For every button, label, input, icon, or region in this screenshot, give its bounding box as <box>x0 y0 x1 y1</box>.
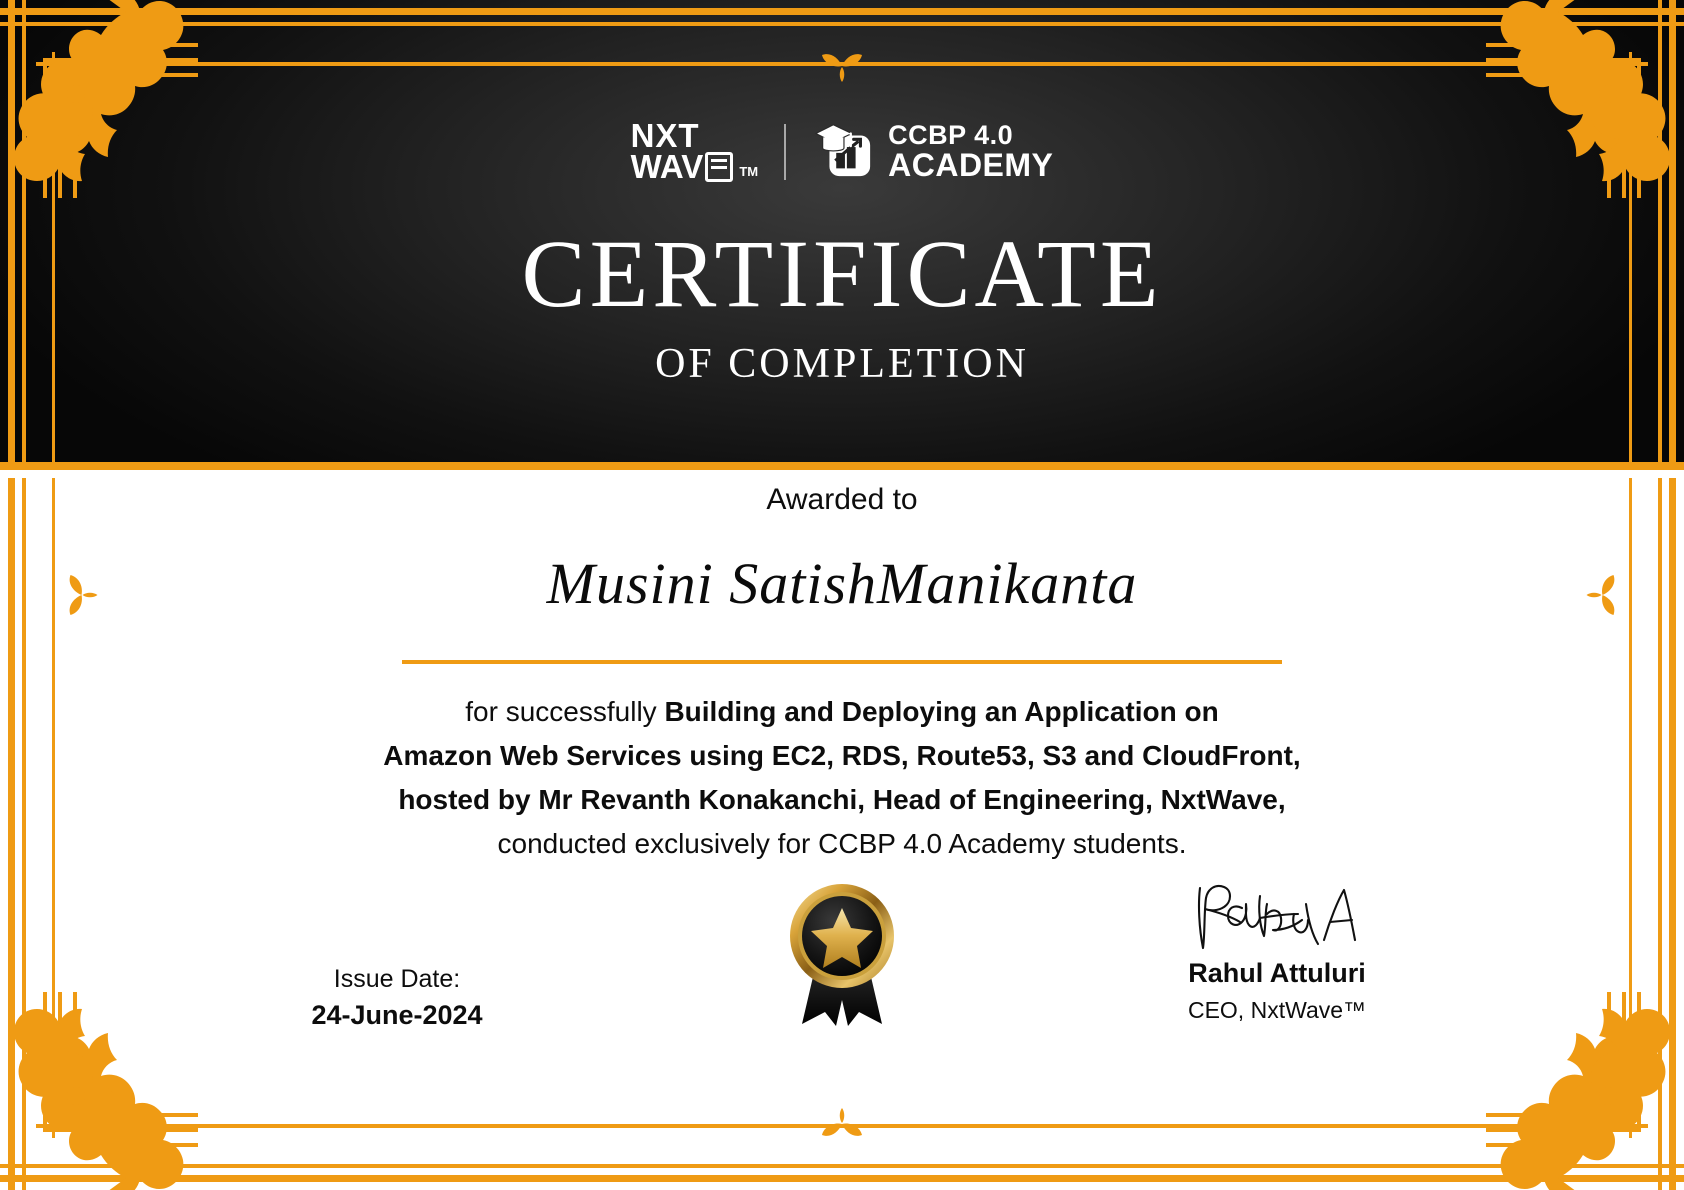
border-rule-bottom-outer <box>0 1175 1684 1182</box>
nxtwave-logo <box>630 117 759 185</box>
ccbp-logo-line1: CCBP 4.0 <box>888 120 1014 150</box>
achievement-line-3-bold: hosted by Mr Revanth Konakanchi, Head of Engineering, NxtWave, <box>398 784 1286 815</box>
achievement-line-1-bold: Building and Deploying an Application on <box>664 696 1219 727</box>
border-rule-bottom-inner <box>0 1164 1684 1168</box>
signatory-name: Rahul Attuluri <box>1188 958 1366 988</box>
recipient-name: Musini SatishManikanta <box>546 551 1138 616</box>
certificate-subtitle: OF COMPLETION <box>655 341 1029 387</box>
certificate-title: CERTIFICATE <box>521 220 1163 327</box>
logo-divider <box>784 124 786 180</box>
nxtwave-logo-line1: NXT <box>630 117 700 155</box>
issue-date-block <box>232 965 562 1031</box>
awarded-to-label: Awarded to <box>766 483 918 516</box>
signatory-role: CEO, NxtWave™ <box>1187 997 1367 1023</box>
recipient-name-underline <box>402 660 1282 664</box>
achievement-line-2 <box>0 734 1684 778</box>
flourish-top-center <box>812 46 872 87</box>
achievement-line-4: conducted exclusively for CCBP 4.0 Academy students. <box>497 828 1187 859</box>
signature-block <box>1092 880 1462 1024</box>
nxtwave-e-block-icon <box>705 152 733 182</box>
corner-ornament-bottom-right <box>1486 992 1684 1190</box>
corner-ornament-bottom-left <box>0 992 198 1190</box>
ccbp-logo-line2: ACADEMY <box>888 147 1054 183</box>
achievement-paragraph <box>0 690 1684 866</box>
border-rule-top-inner <box>0 22 1684 26</box>
ccbp-academy-logo <box>812 118 1053 185</box>
achievement-line-2-bold: Amazon Web Services using EC2, RDS, Route53, S3 and CloudFront, <box>383 740 1301 771</box>
signature-image <box>1092 880 1462 956</box>
issue-date-label: Issue Date: <box>333 965 461 993</box>
nxtwave-logo-wave-text: WAV <box>630 147 704 185</box>
nxtwave-trademark: TM <box>739 163 759 179</box>
award-medal-icon <box>776 878 908 1033</box>
issue-date-value: 24-June-2024 <box>311 1000 483 1030</box>
border-rule-top-outer <box>0 8 1684 15</box>
graduation-cap-chart-icon <box>812 118 874 185</box>
flourish-bottom-center <box>812 1103 872 1144</box>
achievement-line-3 <box>0 778 1684 822</box>
nxtwave-logo-line2 <box>630 147 734 185</box>
logo-row <box>0 118 1684 185</box>
achievement-line-1-prefix: for successfully <box>465 696 665 727</box>
achievement-line-1 <box>0 690 1684 734</box>
